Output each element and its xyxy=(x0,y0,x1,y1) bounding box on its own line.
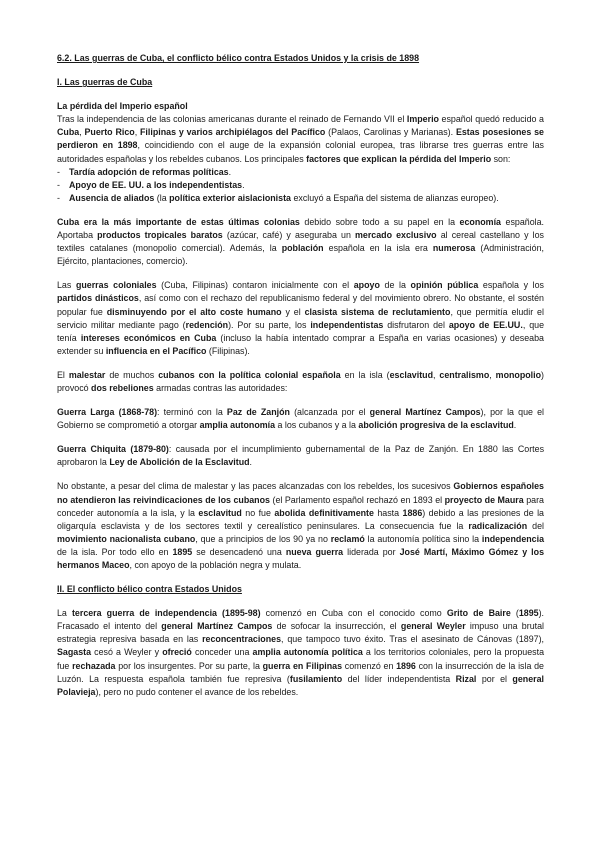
text-run: con la insurrección de la isla de Luzón. La respuesta española también fue represiva ( xyxy=(57,660,544,684)
bold-run: partidos dinásticos xyxy=(57,293,139,304)
text-run: impuso una brutal estrategia represiva basada en las xyxy=(57,621,545,645)
paragraph xyxy=(57,607,544,699)
bullet: - xyxy=(57,192,60,203)
text-run: , xyxy=(79,127,85,138)
bold-run: Imperio xyxy=(406,114,439,125)
bold-run: Filipinas y varios archipiélagos del Pacífico xyxy=(140,127,326,138)
bold-run: independentistas xyxy=(310,319,384,330)
text-run: armadas contras las autoridades: xyxy=(153,382,288,393)
bold-run: general Martínez Campos xyxy=(369,407,481,418)
text-run: ) debido a las presiones de la oligarquía esclavista y de los sectores textil y cerealístico peninsulares. La consecuencia fue la xyxy=(57,507,544,531)
text-run: excluyó a España del sistema de alianzas europeo). xyxy=(290,192,499,203)
page-title: 6.2. Las guerras de Cuba, el conflicto bélico contra Estados Unidos y la crisis de 1898 xyxy=(57,53,420,63)
text-run: ) provocó xyxy=(57,369,544,393)
bold-run: proyecto de Maura xyxy=(444,494,524,505)
text-run: española. Aportaba xyxy=(57,216,545,241)
bold-run: Guerra Chiquita (1879-80) xyxy=(57,444,169,455)
bold-run: población xyxy=(281,243,324,254)
bold-run: Cuba xyxy=(57,127,80,138)
text-run: La xyxy=(57,608,72,619)
text-run: a los territorios coloniales, pero la propuesta fue xyxy=(57,647,545,671)
bold-run: Apoyo de EE. UU. a los independentistas xyxy=(69,179,243,190)
bold-run: Ley de Abolición de la Esclavitud xyxy=(109,457,250,468)
bold-run: tercera guerra de independencia (1895-98) xyxy=(71,608,261,619)
bold-run: productos tropicales baratos xyxy=(97,230,223,241)
text-run: (Cuba, Filipinas) contaron inicialmente con el xyxy=(156,280,354,291)
bold-run: ofreció xyxy=(162,647,192,658)
bold-run: general Martínez Campos xyxy=(161,621,273,632)
text-run: la autonomía política sino la xyxy=(364,533,482,544)
text-run: ). Por su parte, los xyxy=(228,319,311,330)
paragraph xyxy=(57,406,544,432)
bold-run: cubanos con la política colonial española xyxy=(158,369,341,380)
bold-run: general Polavieja xyxy=(57,673,544,697)
text-run: son: xyxy=(491,153,511,164)
bold-run: rechazada xyxy=(72,660,116,671)
text-run: español quedó reducido a xyxy=(438,114,544,125)
bold-run: independencia xyxy=(481,533,545,544)
list-item-text xyxy=(69,180,245,190)
bold-run: reclamó xyxy=(330,533,365,544)
text-run: (Filipinas). xyxy=(206,345,250,356)
factors-list xyxy=(57,166,544,205)
text-run: . xyxy=(513,420,517,431)
text-run: española en la isla era xyxy=(323,243,433,254)
document-page xyxy=(57,52,544,699)
bold-run: Estas posesiones se perdieron en 1898 xyxy=(57,127,544,151)
bold-run: 1896 xyxy=(396,660,416,671)
text-run: liderada por xyxy=(343,546,400,557)
text-run: del líder independentista xyxy=(342,673,456,684)
paragraph xyxy=(57,443,544,469)
bold-run: numerosa xyxy=(432,243,476,254)
list-item-text xyxy=(69,167,231,177)
text-run: (Administración, Ejército, plantaciones, comercio). xyxy=(57,243,544,267)
text-run: , xyxy=(433,369,440,380)
text-run: no fue xyxy=(241,507,275,518)
text-run: en la isla ( xyxy=(340,369,390,380)
text-run: ( xyxy=(510,608,519,619)
section-heading-cuba-wars: I. Las guerras de Cuba xyxy=(57,77,153,88)
text-run: . xyxy=(242,179,245,190)
bold-run: redención xyxy=(185,319,229,330)
text-run: (la xyxy=(154,192,170,203)
paragraph xyxy=(57,279,544,358)
bold-run: 1895 xyxy=(172,546,193,557)
bold-run: disminuyendo por el alto coste humano xyxy=(106,306,282,317)
text-run: : causada por el incumplimiento gubernamental de la Paz de Zanjón. En 1880 las Cortes aprobaron la xyxy=(57,444,545,468)
text-run: (azúcar, café) y aseguraba un xyxy=(222,230,355,241)
bold-run: guerra en Filipinas xyxy=(262,660,343,671)
bold-run: José Martí, Máximo Gómez y los hermanos Maceo xyxy=(57,546,545,570)
text-run: . xyxy=(249,457,253,468)
text-run: de sofocar la insurrección, el xyxy=(272,621,401,632)
bold-run: amplia autonomía política xyxy=(252,647,363,658)
text-run: , que tampoco tuvo éxito. Tras el asesinato de Cánovas (1897), xyxy=(281,634,545,645)
bold-run: movimiento nacionalista cubano xyxy=(57,533,196,544)
text-run: . xyxy=(228,166,232,177)
text-run: (el Parlamento español rechazó en 1893 el xyxy=(269,494,445,505)
bold-run: Sagasta xyxy=(57,647,92,658)
text-run: española y los xyxy=(478,280,544,291)
bold-run: Grito de Baire xyxy=(446,608,511,619)
bold-run: reconcentraciones xyxy=(202,634,281,645)
text-run: se desencadenó una xyxy=(192,546,286,557)
text-run: de la isla. Por todo ello en xyxy=(57,546,173,557)
bullet: - xyxy=(57,166,60,177)
bold-run: esclavitud xyxy=(198,507,242,518)
text-run: conceder una xyxy=(191,647,253,658)
bold-run: Puerto Rico xyxy=(84,127,135,138)
text-run: para conceder autonomía a la isla, y la xyxy=(57,494,544,518)
list-item xyxy=(57,179,544,192)
bullet: - xyxy=(57,179,60,190)
text-run: , con apoyo de la población negra y mulata. xyxy=(129,560,302,570)
text-run: No obstante, a pesar del clima de malestar y las paces alcanzadas con los rebeldes, los sucesivos xyxy=(57,481,454,492)
bold-run: opinión pública xyxy=(410,280,479,291)
bold-run: Ausencia de aliados xyxy=(69,192,155,203)
bold-run: factores que explican la pérdida del Imperio xyxy=(306,153,492,164)
paragraph xyxy=(57,480,544,572)
text-run: , xyxy=(134,127,140,138)
text-run: , que a principios de los 90 ya no xyxy=(195,533,331,544)
bold-run: dos rebeliones xyxy=(91,382,154,393)
text-run: , así como con el rechazo del republicanismo federal y del movimiento obrero. No obstante, el sostén popular fue xyxy=(57,293,544,317)
bold-run: Guerra Larga (1868-78) xyxy=(57,407,158,418)
bold-run: general Weyler xyxy=(400,621,466,632)
section-heading-us-conflict: II. El conflicto bélico contra Estados Unidos xyxy=(57,584,242,595)
text-run: por el xyxy=(476,673,513,684)
bold-run: política exterior aislacionista xyxy=(169,192,291,203)
paragraph xyxy=(57,216,544,268)
text-run: : terminó con la xyxy=(157,407,227,418)
text-run: , coincidiendo con el auge de la expansión colonial europea, tras librarse tres guerras entre las autoridades españolas y los rebeldes cubanos. Los principales xyxy=(57,140,544,164)
bold-run: economía xyxy=(459,216,501,227)
text-run: al cereal castellano y los textiles catalanes (monopolio comercial). Además, la xyxy=(57,230,544,254)
bold-run: fusilamiento xyxy=(289,673,343,684)
bold-run: Paz de Zanjón xyxy=(226,407,290,418)
text-run: y el xyxy=(281,306,305,317)
text-run: , que tenía xyxy=(57,319,545,343)
bold-run: abolición progresiva de la esclavitud xyxy=(358,420,514,431)
text-run: disfrutaron del xyxy=(383,319,449,330)
text-run: (Palaos, Carolinas y Marianas). xyxy=(325,127,456,138)
subheading-empire-loss: La pérdida del Imperio español xyxy=(57,101,188,112)
text-run: de la xyxy=(379,280,411,291)
text-run: comenzó en xyxy=(342,660,397,671)
text-run: del xyxy=(527,520,545,531)
bold-run: malestar xyxy=(68,369,106,380)
text-run: , xyxy=(489,369,496,380)
text-run: cesó a Weyler y xyxy=(91,647,163,658)
text-run: Las xyxy=(57,280,76,291)
text-run: comenzó en Cuba con el conocido como xyxy=(260,608,447,619)
text-run: ), pero no pudo contener el avance de los rebeldes. xyxy=(95,686,299,697)
text-run: ), por la que el Gobierno se comprometió a otorgar xyxy=(57,407,544,431)
bold-run: monopolio xyxy=(495,369,542,380)
bold-run: mercado exclusivo xyxy=(355,230,437,241)
bold-run: 1886 xyxy=(402,507,423,518)
text-run: a los cubanos y a la xyxy=(275,420,359,431)
bold-run: centralismo xyxy=(439,369,490,380)
text-run: , que permitía eludir el servicio militar mediante pago ( xyxy=(57,306,544,330)
bold-run: apoyo xyxy=(353,280,380,291)
text-run: El xyxy=(57,369,69,380)
text-run: (alcanzada por el xyxy=(289,407,370,418)
text-run: por los insurgentes. Por su parte, la xyxy=(115,660,263,671)
paragraph xyxy=(57,369,544,395)
bold-run: guerras coloniales xyxy=(75,280,157,291)
bold-run: radicalización xyxy=(468,520,528,531)
text-run: (incluso la había intentado comprar a España en varias ocasiones) y deseaba extender su xyxy=(57,332,544,356)
bold-run: Gobiernos españoles no atendieron las reivindicaciones de los cubanos xyxy=(57,481,544,505)
bold-run: 1895 xyxy=(518,608,539,619)
text-run: debido sobre todo a su papel en la xyxy=(299,216,460,227)
text-run: Tras la independencia de las colonias americanas durante el reinado de Fernando VII el xyxy=(57,114,407,125)
list-item-text xyxy=(69,193,499,203)
bold-run: nueva guerra xyxy=(285,546,344,557)
bold-run: abolida definitivamente xyxy=(274,507,374,518)
list-item xyxy=(57,166,544,179)
bold-run: influencia en el Pacífico xyxy=(105,345,207,356)
bold-run: Cuba era la más importante de estas últimas colonias xyxy=(57,216,300,227)
bold-run: intereses económicos en Cuba xyxy=(80,332,217,343)
list-item xyxy=(57,192,544,205)
bold-run: Rizal xyxy=(455,673,477,684)
bold-run: Tardía adopción de reformas políticas xyxy=(69,166,229,177)
text-run: de muchos xyxy=(105,369,159,380)
bold-run: amplia autonomía xyxy=(199,420,276,431)
text-run: hasta xyxy=(373,507,403,518)
paragraph xyxy=(57,113,544,165)
bold-run: apoyo de EE.UU. xyxy=(448,319,523,330)
text-run: ). Fracasado el intento del xyxy=(57,608,544,632)
bold-run: esclavitud xyxy=(389,369,433,380)
bold-run: clasista sistema de reclutamiento xyxy=(304,306,451,317)
